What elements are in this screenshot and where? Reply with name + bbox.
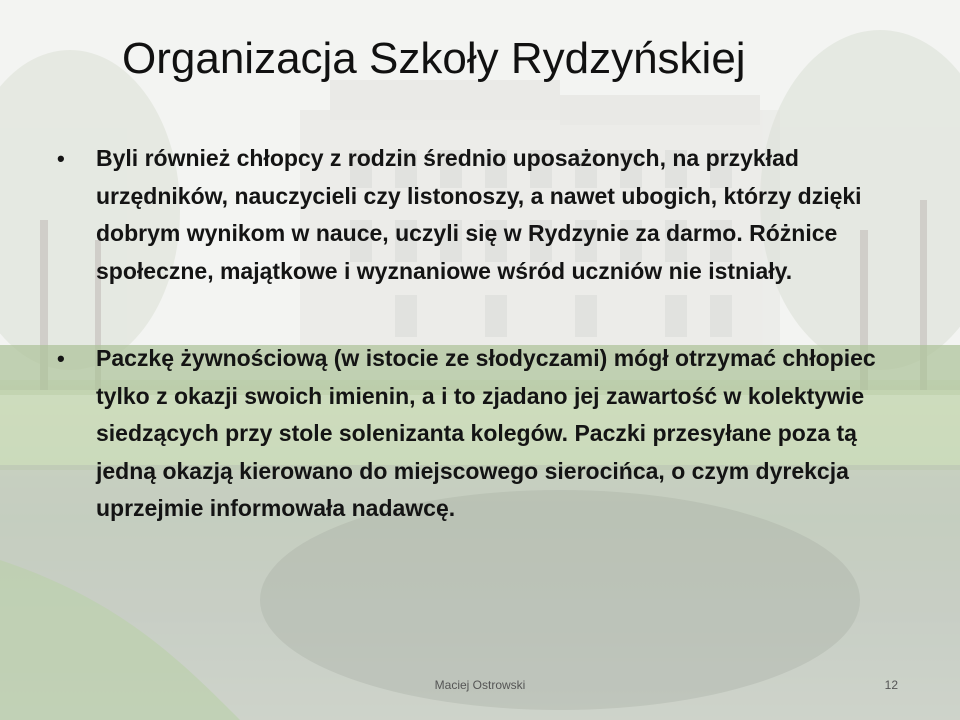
bullet-icon: •	[57, 346, 65, 371]
page-number: 12	[884, 678, 898, 692]
bullet-text: Paczkę żywnościową (w istocie ze słodyczami) mógł otrzymać chłopiec tylko z okazji swoich imienin, a i to zjadano jej zawartość w kolektywie siedzących przy stole solenizanta kolegów. Paczki przesyłane poza tą jedną okazją kierowano do miejscowego sierocińca, o czym dyrekcja uprzejmie informowała nadawcę.	[96, 345, 876, 521]
slide-title: Organizacja Szkoły Rydzyńskiej	[122, 34, 746, 83]
bullet-list	[54, 140, 914, 528]
bullet-item	[54, 340, 914, 528]
bullet-icon: •	[57, 146, 65, 171]
bullet-text: Byli również chłopcy z rodzin średnio uposażonych, na przykład urzędników, nauczycieli czy listonoszy, a nawet ubogich, którzy dzięki dobrym wynikom w nauce, uczyli się w Rydzynie za darmo. Różnice społeczne, majątkowe i wyznaniowe wśród uczniów nie istniały.	[96, 145, 862, 284]
footer-author: Maciej Ostrowski	[434, 678, 526, 692]
bullet-item	[54, 140, 914, 290]
